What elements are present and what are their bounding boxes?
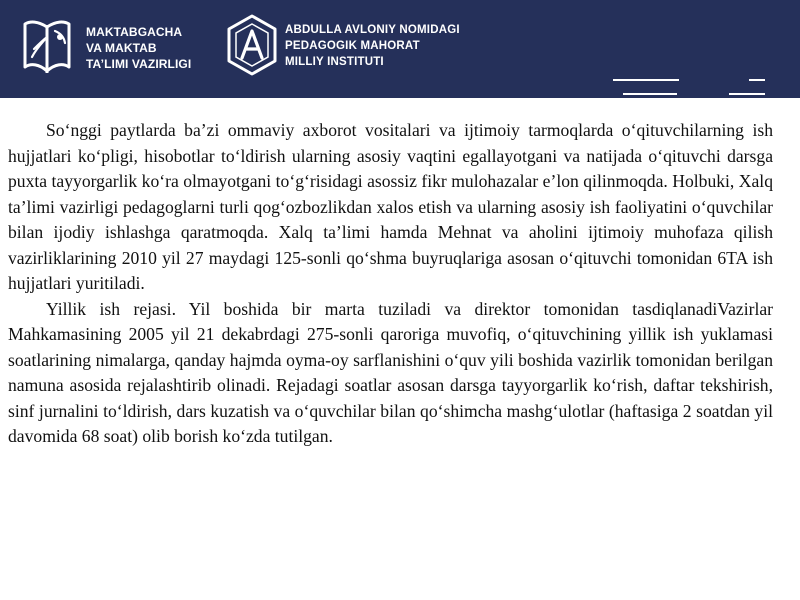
institute-name-line: PEDAGOGIK MAHORAT	[285, 40, 420, 52]
ministry-name-line: MAKTABGACHA	[86, 25, 183, 39]
institute-name-line: ABDULLA AVLONIY NOMIDAGI	[285, 24, 460, 36]
a-hexagon-logo-icon	[226, 14, 278, 78]
institute-name-line: MILLIY INSTITUTI	[285, 56, 384, 68]
institute-name	[285, 22, 460, 70]
decorative-line	[729, 93, 765, 95]
document-body	[8, 118, 773, 450]
header-banner	[0, 0, 800, 98]
decorative-line	[749, 79, 765, 81]
ministry-name-line: TA’LIMI VAZIRLIGI	[86, 57, 192, 71]
ministry-name	[86, 24, 191, 72]
body-paragraph: Yillik ish rejasi. Yil boshida bir marta tuziladi va direktor tomonidan tasdiqlanadiVazirlar Mahkamasining 2005 yil 21 dekabrdagi 275-sonli qaroriga muvofiq, o‘qituvchining yillik ish yuklamasi soatlarining nimalarga, qanday hajmda oyma-oy sarflanishini o‘quv yili boshida vazirlik tomonidan berilgan namuna asosida rejalashtirib olinadi. Rejadagi soatlar asosan darsga tayyorgarlik ko‘rish, daftar tekshirish, sinf jurnalini to‘ldirish, dars kuzatish va o‘quvchilar bilan qo‘shimcha mashg‘ulotlar (haftasiga 2 soatdan yil davomida 68 soat) olib borish ko‘zda tutilgan.	[8, 298, 773, 446]
decorative-line	[623, 93, 677, 95]
decorative-line	[613, 79, 679, 81]
book-tree-logo-icon	[22, 15, 72, 77]
body-paragraph: So‘nggi paytlarda ba’zi ommaviy axborot vositalari va ijtimoiy tarmoqlarda o‘qituvchilarning ish hujjatlari ko‘pligi, hisobotlar to‘ldirish ularning asosiy vaqtini egallayotgani va natijada o‘qituvchi darsga puxta tayyorgarlik ko‘ra olmayotgani to‘g‘risidagi asossiz fikr mulohazalar e’lon qilinmoqda. Holbuki, Xalq ta’limi vazirligi pedagoglarni turli qog‘ozbozlikdan xalos etish va ularning asosiy ish faoliyatini o‘quvchilar bilan ijodiy ishlashga qaratmoqda. Xalq ta’limi hamda Mehnat va aholini ijtimoiy muhofaza qilish vazirliklarining 2010 yil 27 maydagi 125-sonli qo‘shma buyruqlariga asosan o‘qituvchi tomonidan 6TA ish hujjatlari yuritiladi.	[8, 120, 773, 293]
ministry-name-line: VA MAKTAB	[86, 41, 157, 55]
